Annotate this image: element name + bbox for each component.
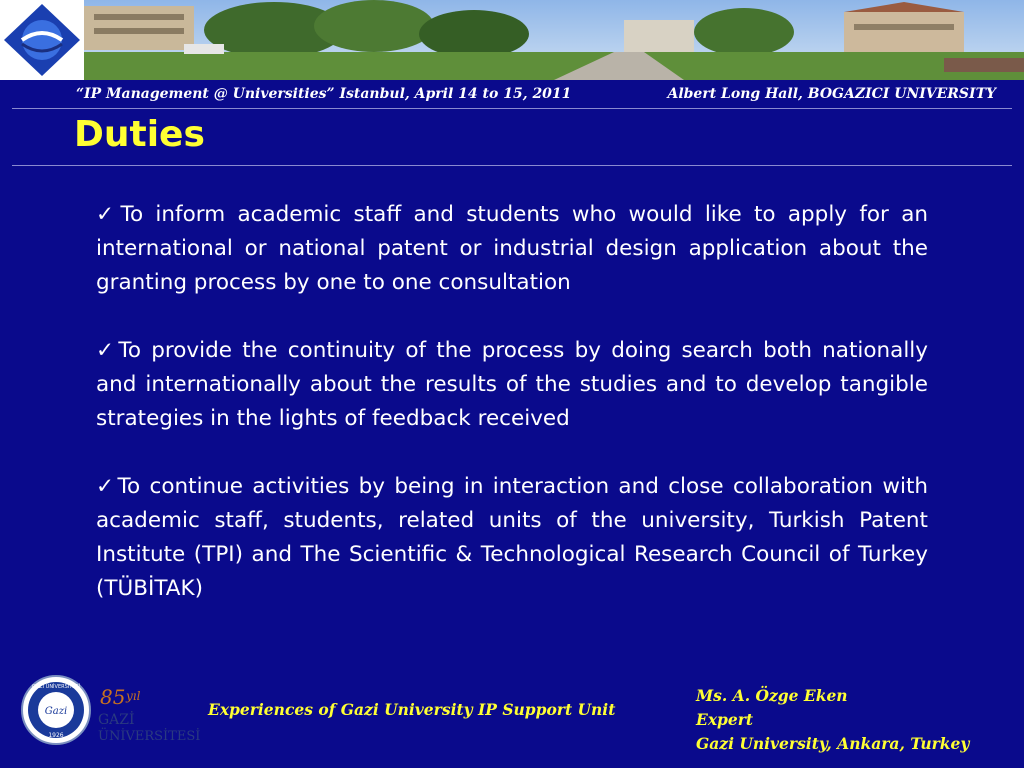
gazi-seal-icon (20, 674, 92, 746)
conference-header (0, 84, 1024, 106)
svg-text:yıl: yıl (126, 689, 141, 703)
presenter-role: Expert (696, 710, 754, 729)
bogazici-logo-icon (0, 0, 84, 80)
check-icon: ✓ (96, 202, 120, 227)
title-divider (12, 165, 1012, 166)
conference-title: “IP Management @ Universities” Istanbul, April 14 to 15, 2011 (76, 86, 572, 102)
duty-text: To continue activities by being in interaction and close collaboration with academic staff, students, related units of the university, Turkish Patent Institute (TPI) and The Scientific & Technological Research Council of Turkey (TÜBİTAK) (96, 474, 929, 601)
campus-photo (84, 0, 1024, 80)
presenter-affiliation: Gazi University, Ankara, Turkey (696, 734, 970, 753)
presenter-info (696, 684, 1016, 756)
gazi-brand-logo (96, 682, 216, 746)
check-icon: ✓ (96, 474, 117, 499)
duty-text: To provide the continuity of the process by doing search both nationally and internationally about the results of the studies and to develop tangible strategies in the lights of feedback received (96, 338, 929, 431)
header-banner (0, 0, 1024, 80)
duty-item (96, 470, 928, 606)
svg-text:GAZİ ÜNİVERSİTESİ: GAZİ ÜNİVERSİTESİ (31, 684, 81, 690)
duty-item (96, 334, 928, 436)
presenter-name: Ms. A. Özge Eken (696, 686, 848, 705)
duties-list (96, 198, 928, 640)
svg-text:85: 85 (100, 685, 126, 709)
svg-text:ÜNİVERSİTESİ: ÜNİVERSİTESİ (98, 729, 201, 744)
slide-title: Duties (74, 114, 205, 155)
conference-venue: Albert Long Hall, BOGAZICI UNIVERSITY (667, 86, 996, 102)
svg-text:GAZİ: GAZİ (98, 712, 135, 728)
bogazici-logo (0, 0, 84, 80)
svg-text:Gazi: Gazi (44, 706, 68, 717)
footer-unit: Experiences of Gazi University IP Support Unit (208, 700, 616, 719)
check-icon: ✓ (96, 338, 118, 363)
svg-text:1926: 1926 (48, 732, 64, 739)
duty-item (96, 198, 928, 300)
duty-text: To inform academic staff and students who would like to apply for an international or national patent or industrial design application about the granting process by one to one consultation (96, 202, 928, 295)
header-divider (12, 108, 1012, 109)
